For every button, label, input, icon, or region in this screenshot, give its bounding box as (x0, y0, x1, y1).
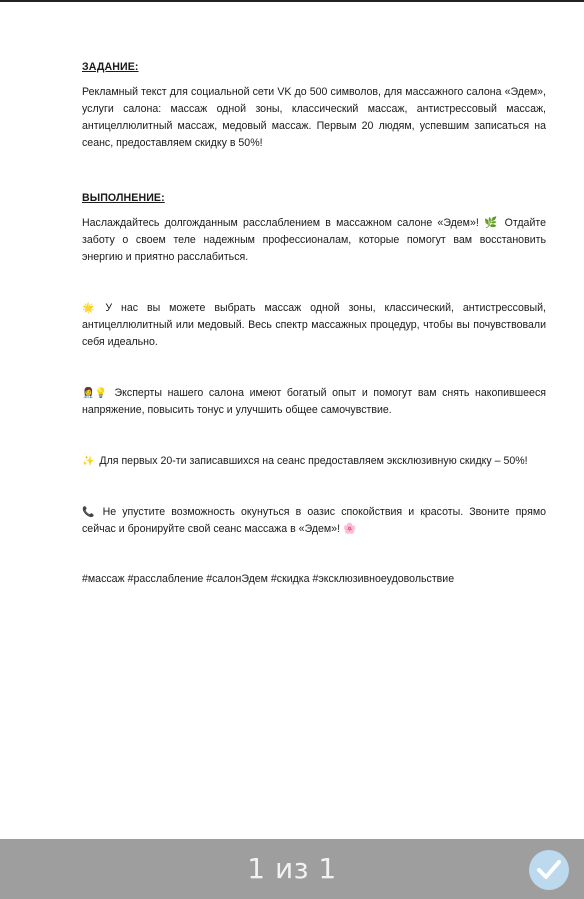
services-paragraph (82, 300, 546, 351)
task-heading: ЗАДАНИЕ: (82, 61, 139, 73)
discount-paragraph (82, 453, 546, 470)
star-icon: 🌟 (82, 303, 95, 314)
checkmark-icon (537, 859, 561, 881)
expert-lightbulb-icon: 👩‍⚕️💡 (82, 388, 107, 399)
document-page (82, 59, 546, 588)
task-text: Рекламный текст для социальной сети VK до 500 символов, для массажного салона «Эдем», услуги салона: массаж одной зоны, классический массаж, антистрессовый массаж, антицеллюлитный массаж, медовый массаж. Первым 20 людям, успевшим записаться на сеанс, предоставляем скидку в 50%! (82, 86, 546, 149)
phone-icon: 📞 (82, 507, 95, 518)
top-border (0, 0, 584, 2)
execution-heading: ВЫПОЛНЕНИЕ: (82, 192, 165, 204)
page-footer-bar (0, 839, 584, 899)
call-to-action-text: Не упустите возможность окунуться в оазис спокойствия и красоты. Звоните прямо сейчас и бронируйте свой сеанс массажа в «Эдем»! 🌸 (82, 506, 546, 535)
confirm-button[interactable] (529, 850, 569, 890)
discount-text: Для первых 20-ти записавшихся на сеанс предоставляем эксклюзивную скидку – 50%! (99, 455, 528, 467)
sparkles-icon: ✨ (82, 456, 95, 467)
experts-text: Эксперты нашего салона имеют богатый опыт и помогут вам снять накопившееся напряжение, повысить тонус и улучшить общее самочувствие. (82, 387, 546, 416)
page-counter: 1 из 1 (247, 852, 337, 885)
services-text: У нас вы можете выбрать массаж одной зоны, классический, антистрессовый, антицеллюлитный или медовый. Весь спектр массажных процедур, чтобы вы почувствовали себя идеально. (82, 302, 547, 348)
experts-paragraph (82, 385, 546, 419)
hashtags: #массаж #расслабление #салонЭдем #скидка #эксклюзивноеудовольствие (82, 573, 455, 585)
intro-paragraph: Наслаждайтесь долгожданным расслаблением в массажном салоне «Эдем»! 🌿 Отдайте заботу о своем теле надежным профессионалам, которые помогут вам восстановить энергию и приятно расслабиться. (82, 217, 546, 263)
call-to-action-paragraph (82, 504, 546, 538)
